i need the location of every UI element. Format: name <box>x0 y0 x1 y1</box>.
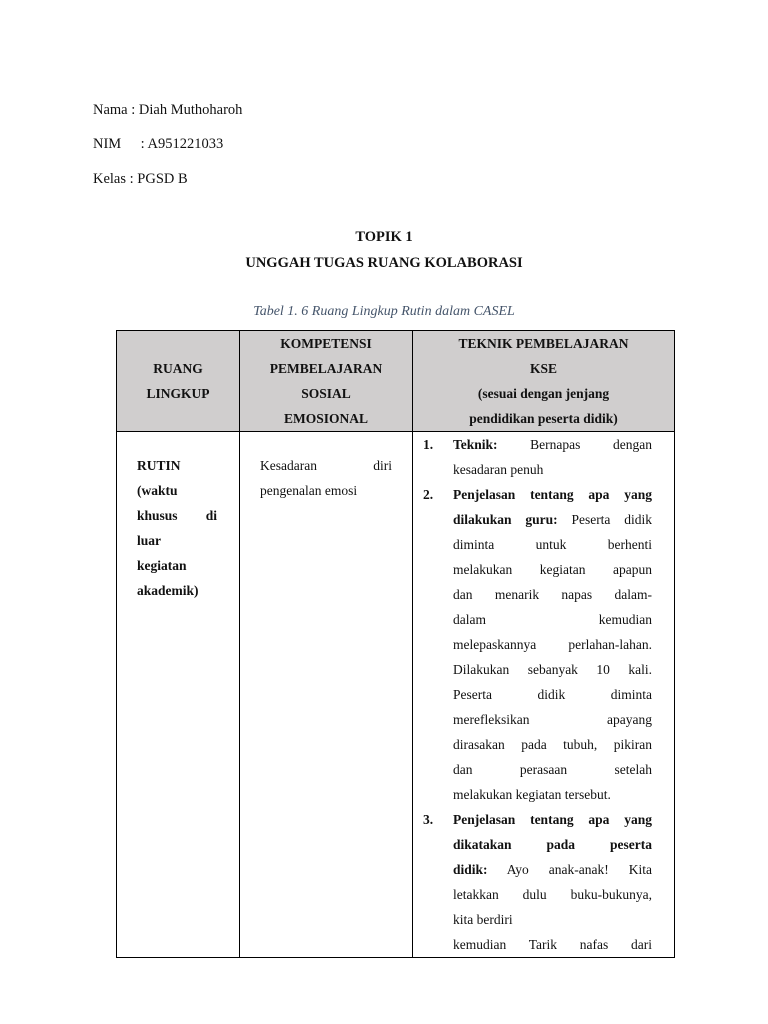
name-label: Nama <box>93 102 128 118</box>
assignment-title: UNGGAH TUGAS RUANG KOLABORASI <box>245 255 523 271</box>
nim-value: : A951221033 <box>140 136 224 152</box>
step-number: 3. <box>423 812 434 827</box>
step-text: dan menarik napas dalam- <box>453 587 652 602</box>
step-item <box>423 482 652 807</box>
step-bold: dikatakan pada peserta <box>453 837 652 852</box>
step-text: melepaskannya perlahan-lahan. <box>453 637 652 652</box>
cell-line: khusus di <box>137 508 217 523</box>
student-name-line <box>93 102 242 119</box>
step-text: dalam kemudian <box>453 612 652 627</box>
cell-line: (waktu <box>137 483 178 498</box>
class-value: : PGSD B <box>129 171 188 187</box>
header-kompetensi <box>240 331 413 432</box>
step-text: merefleksikan apayang <box>453 712 652 727</box>
header-text: EMOSIONAL <box>283 411 368 426</box>
step-text: dirasakan pada tubuh, pikiran <box>453 737 652 752</box>
cell-line: luar <box>137 533 162 548</box>
header-text: KOMPETENSI <box>280 336 372 351</box>
cell-line: pengenalan emosi <box>260 483 358 498</box>
header-text: PEMBELAJARAN <box>269 361 383 376</box>
header-text: RUANG <box>153 361 203 376</box>
cell-ruang-lingkup <box>117 432 240 958</box>
header-ruang-lingkup <box>117 331 240 432</box>
step-bold: Penjelasan tentang apa yang <box>453 812 652 827</box>
header-text: SOSIAL <box>301 386 351 401</box>
step-bold: dilakukan guru: <box>453 512 558 527</box>
step-text: kemudian Tarik nafas dari <box>453 937 652 952</box>
step-text: melakukan kegiatan tersebut. <box>453 787 611 802</box>
header-text: LINGKUP <box>146 386 210 401</box>
table-caption: Tabel 1. 6 Ruang Lingkup Rutin dalam CASEL <box>253 304 515 319</box>
table-header-row <box>117 331 675 432</box>
topic-heading: TOPIK 1 <box>355 229 413 245</box>
cell-line: Kesadaran diri <box>260 458 392 473</box>
step-text: diminta untuk berhenti <box>453 537 652 552</box>
step-bold: Penjelasan tentang apa yang <box>453 487 652 502</box>
cell-teknik <box>413 432 675 958</box>
step-text: kita berdiri <box>453 912 513 927</box>
class-label: Kelas <box>93 171 127 187</box>
header-text: KSE <box>529 361 557 376</box>
step-bold: didik: <box>453 862 488 877</box>
step-text: letakkan dulu buku-bukunya, <box>453 887 652 902</box>
step-item <box>423 807 652 932</box>
student-nim-line <box>93 136 223 153</box>
technique-steps <box>423 432 652 932</box>
cell-line: akademik) <box>137 583 199 598</box>
cell-kompetensi <box>240 432 413 958</box>
header-text: pendidikan peserta didik) <box>469 411 618 426</box>
step-text: melakukan kegiatan apapun <box>453 562 652 577</box>
step-text: Peserta didik diminta <box>453 687 652 702</box>
header-text: (sesuai dengan jenjang <box>477 386 610 401</box>
step-text: Bernapas dengan <box>497 437 652 452</box>
student-class-line <box>93 171 188 188</box>
casel-table <box>116 330 675 958</box>
step-number: 1. <box>423 437 434 452</box>
step-text: kesadaran penuh <box>453 462 544 477</box>
step-number: 2. <box>423 487 434 502</box>
step-bold: Teknik: <box>453 437 498 452</box>
cell-line: kegiatan <box>137 558 187 573</box>
nim-label: NIM <box>93 136 122 152</box>
header-text: TEKNIK PEMBELAJARAN <box>458 336 629 351</box>
table-row <box>117 432 675 958</box>
name-value: : Diah Muthoharoh <box>131 102 243 118</box>
step-text: Peserta didik <box>557 512 652 527</box>
step-text: Ayo anak-anak! Kita <box>487 862 652 877</box>
step-text: Dilakukan sebanyak 10 kali. <box>453 662 652 677</box>
step-text: dan perasaan setelah <box>453 762 652 777</box>
step-item <box>423 432 652 482</box>
cell-line: RUTIN <box>137 458 181 473</box>
header-teknik <box>413 331 675 432</box>
